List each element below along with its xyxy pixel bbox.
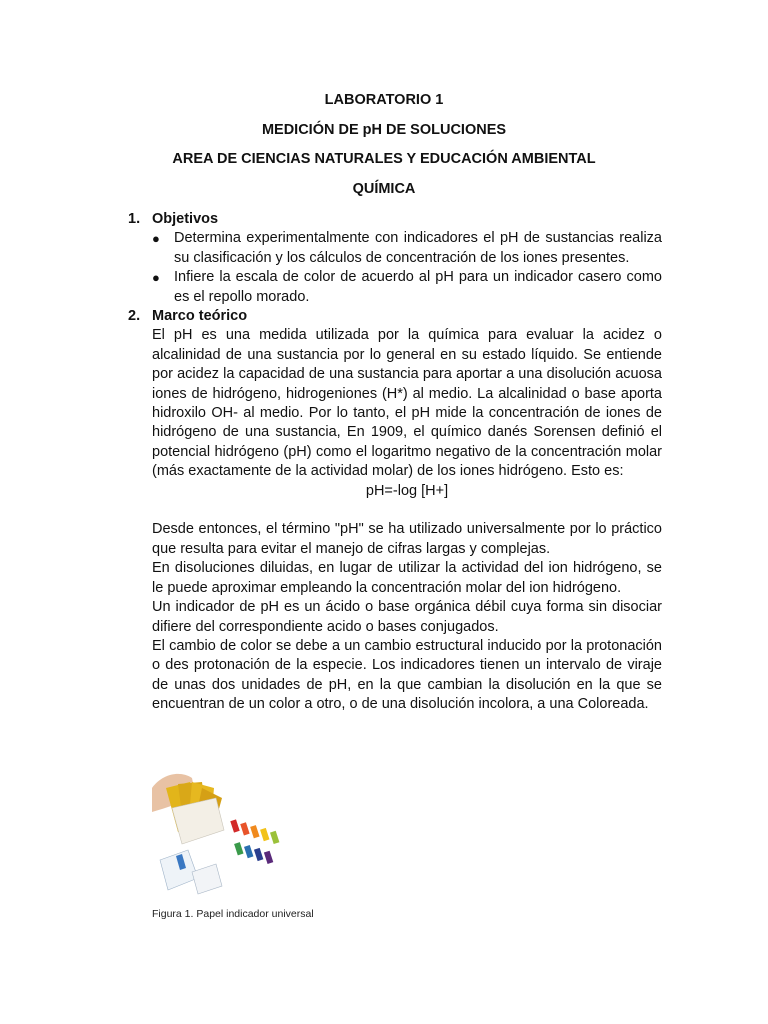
section-title-text: Objetivos	[152, 211, 219, 227]
paragraph: El pH es una medida utilizada por la química para evaluar la acidez o alcalinidad de una sustancia por lo general en su estado líquido. Se entiende por acidez la capacidad de una sustancia para aportar a una disolución acuosa iones de hidrógeno, hidrogeniones (H*) al medio. La alcalinidad o base aporta hidroxilo OH- al medio. Por lo tanto, el pH mide la concentración de iones de hidrógeno de una sustancia, En 1909, el químico danés Sorensen definió el potencial hidrógeno (pH) como el logaritmo negativo de la concentración molar (más exactamente de la actividad molar) de los iones hidrógeno. Esto es:	[152, 327, 662, 480]
list-item	[152, 229, 662, 268]
list-item-text: Infiere la escala de color de acuerdo al pH para un indicador casero como es el repollo morado.	[174, 269, 662, 305]
paragraph: Desde entonces, el término "pH" se ha utilizado universalmente por lo práctico que resulta para evitar el manejo de cifras largas y complejas.	[152, 521, 662, 557]
section-number: 1.	[128, 211, 141, 227]
paragraph: En disoluciones diluidas, en lugar de utilizar la actividad del ion hidrógeno, se le puede aproximar empleando la concentración molar del ion hidrógeno.	[152, 560, 662, 596]
list-item-text: Determina experimentalmente con indicadores el pH de sustancias realiza su clasificación y los cálculos de concentración de los iones presentes.	[174, 230, 662, 266]
list-item	[152, 268, 662, 307]
subject-heading: QUÍMICA	[352, 181, 416, 197]
section-objetivos-title	[128, 210, 662, 229]
objetivos-list	[128, 229, 662, 307]
ph-formula: pH=-log [H+]	[365, 482, 449, 499]
document-body	[128, 210, 662, 715]
section-marco-title	[128, 307, 662, 326]
section-title-text: Marco teórico	[152, 308, 248, 325]
bullet-icon: ●	[152, 270, 160, 286]
area-heading: AREA DE CIENCIAS NATURALES Y EDUCACIÓN AMBIENTAL	[172, 151, 596, 167]
lab-heading: LABORATORIO 1	[324, 92, 444, 108]
paragraph: El cambio de color se debe a un cambio estructural inducido por la protonación o des protonación de la especie. Los indicadores tienen un intervalo de viraje de unas dos unidades de pH, en la que cambian la disolución en la que se encuentran de un color a otro, o de una disolución incolora, a una Coloreada.	[152, 637, 662, 713]
ph-paper-image	[152, 768, 284, 902]
paragraph: Un indicador de pH es un ácido o base orgánica débil cuya forma sin disociar difiere del correspondiente acido o bases conjugados.	[152, 599, 662, 635]
bullet-icon: ●	[152, 231, 160, 247]
section-number: 2.	[128, 308, 141, 325]
title-heading: MEDICIÓN DE pH DE SOLUCIONES	[261, 122, 507, 138]
figure-caption: Figura 1. Papel indicador universal	[152, 908, 314, 920]
blank-line	[128, 501, 662, 520]
